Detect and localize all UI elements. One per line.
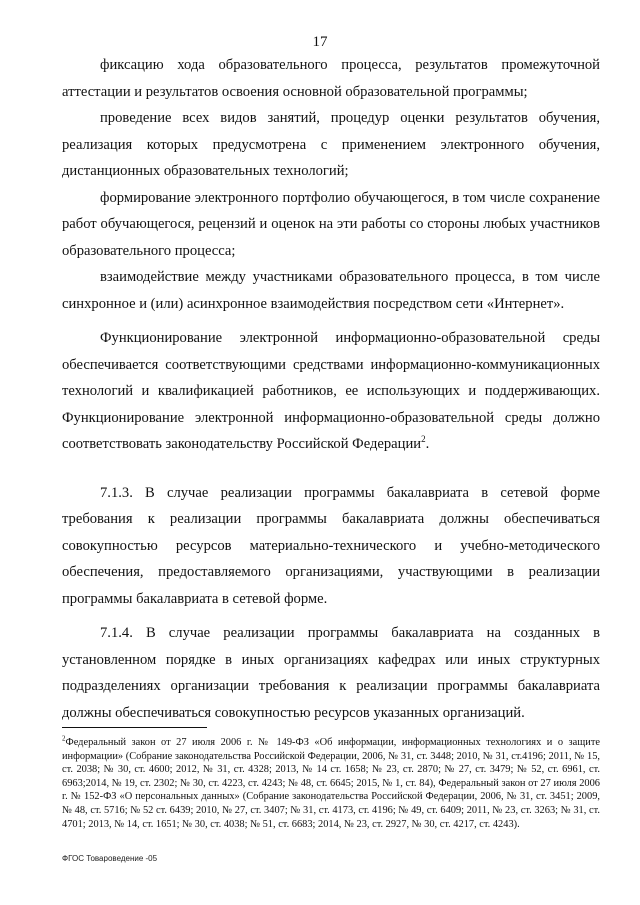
footnote-marker: 2 xyxy=(62,734,66,743)
footnote xyxy=(62,736,600,831)
paragraph: проведение всех видов занятий, процедур оценки результатов обучения, реализация которых предусмотрена с применением электронного обучения, дистанционных образовательных технологий; xyxy=(62,110,600,179)
document-body xyxy=(62,52,600,726)
footnote-text: Федеральный закон от 27 июля 2006 г. № 149-ФЗ «Об информации, информационных технологиях и о защите информации» (Собрание законодательства Российской Федерации, 2006, № 31, ст. 3448; 2010, № 31, ст.4196; 2011, № 15, ст. 2038; № 30, ст. 4600; 2012, № 31, ст. 4328; 2013, № 14 ст. 1658; № 23, ст. 2870; № 27, ст. 3479; № 52, ст. 6961, ст. 6963;2014, № 19, ст. 2302; № 30, ст. 4223, ст. 4243; № 48, ст. 6645; 2015, № 1, ст. 84), Федеральный закон от 27 июля 2006 г. № 152-ФЗ «О персональных данных» (Собрание законодательства Российской Федерации, 2006, № 31, ст. 3451; 2009, № 48, ст. 5716; № 52 ст. 6439; 2010, № 27, ст. 3407; № 31, ст. 4173, ст. 4196; № 49, ст. 6409; 2011, № 23, ст. 3263; № 31, ст. 4701; 2013, № 14, ст. 1651; № 30, ст. 4038; № 51, ст. 6683; 2014, № 23, ст. 2927, № 30, ст. 4217, ст. 4243). xyxy=(62,737,600,830)
document-footer-label: ФГОС Товароведение -05 xyxy=(62,854,158,863)
paragraph: фиксацию хода образовательного процесса, результатов промежуточной аттестации и результатов освоения основной образовательной программы; xyxy=(62,57,600,100)
footnote-reference: 2 xyxy=(421,434,426,445)
paragraph: взаимодействие между участниками образовательного процесса, в том числе синхронное и (или) асинхронное взаимодействия посредством сети «Интернет». xyxy=(62,269,600,312)
paragraph: формирование электронного портфолио обучающегося, в том числе сохранение работ обучающегося, рецензий и оценок на эти работы со стороны любых участников образовательного процесса; xyxy=(62,189,600,259)
footnote-divider xyxy=(62,727,207,728)
paragraph-text: Функционирование электронной информационно-образовательной среды обеспечивается соответствующими средствами информационно-коммуникационных технологий и квалификацией работников, ее использующих и поддерживающих. Функционирование электронной информационно-образовательной среды должно соответствовать законодательству Российской Федерации xyxy=(62,330,600,452)
section-7-1-4: 7.1.4. В случае реализации программы бакалавриата на созданных в установленном порядке в иных организациях кафедрах или иных структурных подразделениях организации требования к реализации программы бакалавриата должны обеспечиваться совокупностью ресурсов указанных организаций. xyxy=(62,625,600,721)
section-7-1-3: 7.1.3. В случае реализации программы бакалавриата в сетевой форме требования к реализации программы бакалавриата должны обеспечиваться совокупностью ресурсов материально-технического и учебно-методического обеспечения, предоставляемого организациями, участвующими в реализации программы бакалавриата в сетевой форме. xyxy=(62,484,600,607)
page-number: 17 xyxy=(312,34,328,50)
paragraph-with-footnote: Функционирование электронной информационно-образовательной среды обеспечивается соответствующими средствами информационно-коммуникационных технологий и квалификацией работников, ее использующих и поддерживающих. Функционирование электронной информационно-образовательной среды должно соответствовать законодательству Российской Федерации$^2$. xyxy=(62,330,600,452)
